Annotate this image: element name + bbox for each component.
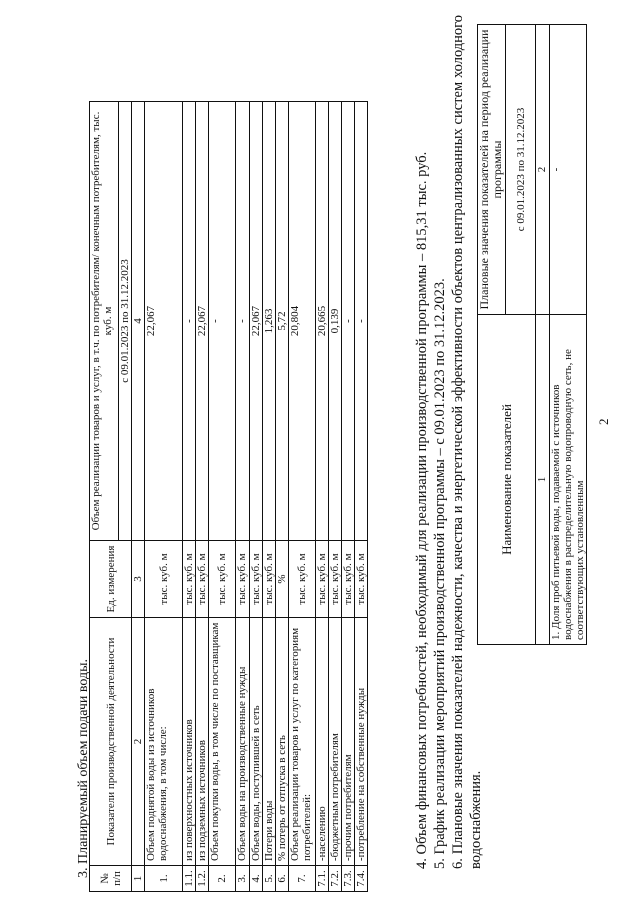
table-row-col-numbers bbox=[132, 102, 145, 892]
row-num: 3. bbox=[236, 866, 250, 892]
row-num: 6. bbox=[276, 866, 289, 892]
row-value: - bbox=[183, 102, 196, 541]
row-unit: тыс. куб. м bbox=[263, 541, 276, 618]
row-unit: тыс. куб. м bbox=[236, 541, 250, 618]
table-row bbox=[276, 102, 289, 892]
row-value: 20,804 bbox=[289, 102, 316, 541]
header-plan-period: с 09.01.2023 по 31.12.2023 bbox=[506, 25, 536, 315]
row-name: -бюджетным потребителям bbox=[329, 618, 342, 866]
col-number: 1 bbox=[536, 315, 550, 645]
table-row bbox=[289, 102, 316, 892]
row-value: - bbox=[209, 102, 236, 541]
row-unit: тыс. куб. м bbox=[183, 541, 196, 618]
row-unit: % bbox=[276, 541, 289, 618]
row-num: 7.3. bbox=[342, 866, 355, 892]
row-num: 4. bbox=[250, 866, 263, 892]
col-number: 4 bbox=[132, 102, 145, 541]
row-value: 20,665 bbox=[316, 102, 329, 541]
row-value: 22,067 bbox=[196, 102, 209, 541]
row-value: - bbox=[550, 25, 587, 315]
row-unit: тыс. куб. м bbox=[355, 541, 368, 618]
row-name: -населению bbox=[316, 618, 329, 866]
row-num: 7.1. bbox=[316, 866, 329, 892]
row-num: 2. bbox=[209, 866, 236, 892]
row-num: 5. bbox=[263, 866, 276, 892]
page-number: 2 bbox=[596, 418, 611, 425]
row-unit: тыс. куб. м bbox=[342, 541, 355, 618]
row-name: Объем поднятой воды из источников водоснабжения, в том числе: bbox=[145, 618, 183, 866]
row-value: 0,139 bbox=[329, 102, 342, 541]
item-4-financial-needs: 4. Объем финансовых потребностей, необходимый для реализации производственной программы – 815,31 тыс. руб. bbox=[414, 151, 430, 869]
col-number: 3 bbox=[132, 541, 145, 618]
table-row bbox=[145, 102, 183, 892]
table-row bbox=[342, 102, 355, 892]
row-num: 1.2. bbox=[196, 866, 209, 892]
row-name: из поверхностных источников bbox=[183, 618, 196, 866]
row-name: -потребление на собственные нужды bbox=[355, 618, 368, 866]
header-indicator-name: Наименование показателей bbox=[478, 315, 536, 645]
section-3-title: 3. Планируемый объем подачи воды. bbox=[76, 658, 91, 878]
row-value: 5,72 bbox=[276, 102, 289, 541]
row-unit: тыс. куб. м bbox=[289, 541, 316, 618]
table-row bbox=[329, 102, 342, 892]
row-name: из подземных источников bbox=[196, 618, 209, 866]
row-name: -прочим потребителям bbox=[342, 618, 355, 866]
table-row bbox=[550, 25, 587, 645]
row-num: 1.1. bbox=[183, 866, 196, 892]
col-number: 1 bbox=[132, 866, 145, 892]
row-value: 22,067 bbox=[145, 102, 183, 541]
header-period: с 09.01.2023 по 31.12.2023 bbox=[119, 102, 132, 541]
table-row bbox=[263, 102, 276, 892]
table-row-col-numbers bbox=[536, 25, 550, 645]
program-items bbox=[413, 15, 485, 885]
item-6-indicators: 6. Плановые значения показателей надежности, качества и энергетической эффективности объектов централизованных систем холодного водоснабжения. bbox=[450, 15, 484, 869]
header-unit: Ед. измерения bbox=[90, 541, 132, 618]
row-unit: тыс. куб. м bbox=[329, 541, 342, 618]
row-value: 1,263 bbox=[263, 102, 276, 541]
row-name: Объем воды, поступившей в сеть bbox=[250, 618, 263, 866]
row-value: - bbox=[342, 102, 355, 541]
header-name: Показатели производственной деятельности bbox=[90, 618, 132, 866]
row-name: Объем воды на производственные нужды bbox=[236, 618, 250, 866]
table-row bbox=[209, 102, 236, 892]
table-row bbox=[183, 102, 196, 892]
indicators-table bbox=[477, 24, 587, 645]
row-name: Потери воды bbox=[263, 618, 276, 866]
row-value: - bbox=[236, 102, 250, 541]
table-row bbox=[236, 102, 250, 892]
table-row bbox=[316, 102, 329, 892]
row-unit: тыс. куб. м bbox=[209, 541, 236, 618]
header-num: № п/п bbox=[90, 866, 132, 892]
row-unit: тыс. куб. м bbox=[250, 541, 263, 618]
row-name: Объем покупки воды, в том числе по поставщикам bbox=[209, 618, 236, 866]
row-unit: тыс. куб. м bbox=[145, 541, 183, 618]
row-value: - bbox=[355, 102, 368, 541]
table-row bbox=[250, 102, 263, 892]
row-num: 7.4. bbox=[355, 866, 368, 892]
table-row bbox=[196, 102, 209, 892]
col-number: 2 bbox=[536, 25, 550, 315]
row-name: Объем реализации товаров и услуг по категориям потребителей: bbox=[289, 618, 316, 866]
row-name: 1. Доля проб питьевой воды, подаваемой с источников водоснабжения в распределительную водопроводную сеть, не соответствующих установленным bbox=[550, 315, 587, 645]
col-number: 2 bbox=[132, 618, 145, 866]
row-name: % потерь от отпуска в сеть bbox=[276, 618, 289, 866]
row-num: 7. bbox=[289, 866, 316, 892]
table-row bbox=[355, 102, 368, 892]
water-supply-table bbox=[89, 101, 368, 892]
header-volume: Объем реализации товаров и услуг, в т.ч. по потребителям/ конечным потребителям, тыс. куб. м bbox=[90, 102, 119, 541]
row-unit: тыс. куб. м bbox=[196, 541, 209, 618]
item-5-schedule: 5. График реализации мероприятий производственной программы – с 09.01.2023 по 31.12.2023. bbox=[432, 278, 448, 869]
header-plan-values: Плановые значения показателей на период реализации программы bbox=[478, 25, 506, 315]
row-value: 22,067 bbox=[250, 102, 263, 541]
row-num: 7.2. bbox=[329, 866, 342, 892]
row-unit: тыс. куб. м bbox=[316, 541, 329, 618]
row-num: 1. bbox=[145, 866, 183, 892]
